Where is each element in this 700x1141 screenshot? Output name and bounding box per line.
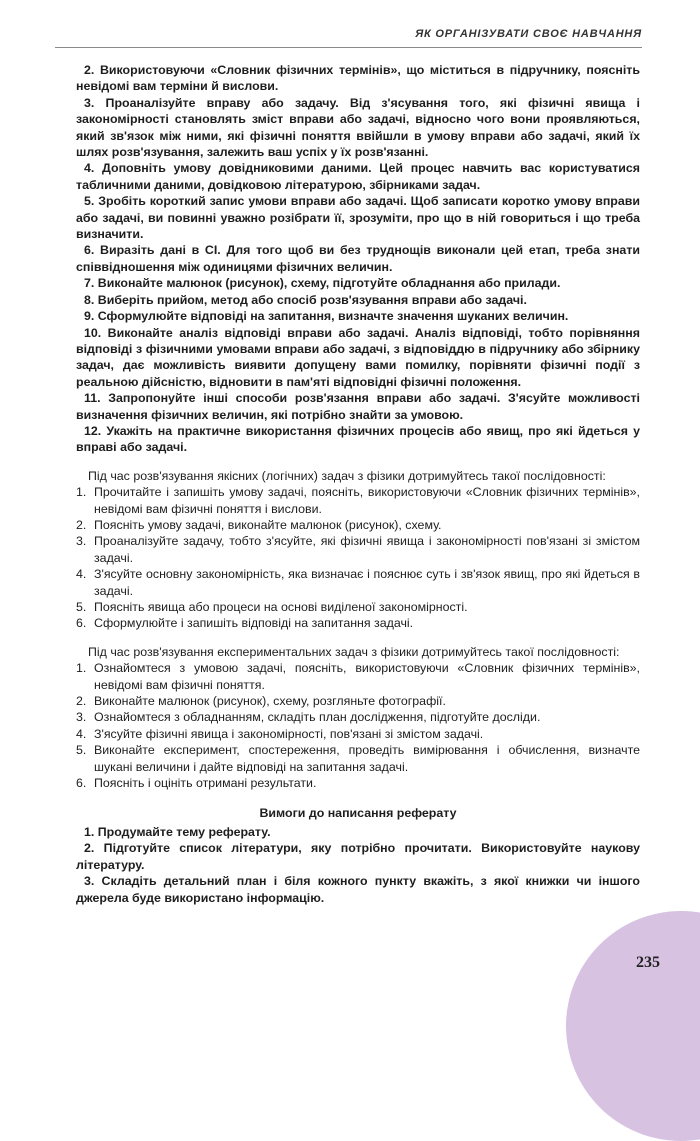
page-content xyxy=(76,62,640,906)
list-item: 5. Виконайте експеримент, спостереження, проведіть вимірювання і обчислення, визначте шукані величини і дайте відповіді на запитання задачі. xyxy=(76,743,640,774)
list-item: 3. Проаналізуйте задачу, тобто з'ясуйте, які фізичні явища і закономірності пов'язані зі змістом задачі. xyxy=(76,534,640,565)
list-item: 4. З'ясуйте основну закономірність, яка визначає і пояснює суть і зв'язок явищ, про які йдеться в задачі. xyxy=(76,567,640,598)
list-item: 4. З'ясуйте фізичні явища і закономірності, пов'язані зі змістом задачі. xyxy=(76,726,484,741)
experimental-intro: Під час розв'язування експериментальних задач з фізики дотримуйтесь такої послідовності: xyxy=(88,644,620,659)
step-paragraph: 2. Використовуючи «Словник фізичних термінів», що міститься в підручнику, поясніть невідомі вам терміни й вислови. xyxy=(76,63,640,94)
step-paragraph: 6. Виразіть дані в СІ. Для того щоб ви без труднощів виконали цей етап, треба знати співвідношення між одиницями фізичних величин. xyxy=(76,243,640,274)
list-item: 6. Сформулюйте і запишіть відповіді на запитання задачі. xyxy=(76,616,414,631)
page-number: 235 xyxy=(636,954,660,971)
step-paragraph: 9. Сформулюйте відповіді на запитання, визначте значення шуканих величин. xyxy=(84,309,569,324)
step-paragraph: 8. Виберіть прийом, метод або спосіб розв'язування вправи або задачі. xyxy=(84,292,527,307)
report-item: 1. Продумайте тему реферату. xyxy=(84,824,271,839)
qualitative-steps xyxy=(76,484,640,632)
step-paragraph: 10. Виконайте аналіз відповіді вправи або задачі. Аналіз відповіді, тобто порівняння відповіді з фізичними умовами вправи або задачі, з відповіддю в підручнику або збірнику задач, дає можливість виявити допущену вами помилку, порівняти фізичні події з реальною дійсністю, відновити в пам'яті відповідні фізичні положення. xyxy=(76,325,640,389)
corner-decoration xyxy=(566,911,700,1141)
list-item: 1. Прочитайте і запишіть умову задачі, поясніть, використовуючи «Словник фізичних термінів», невідомі вам фізичні поняття і вислови. xyxy=(76,485,640,516)
step-paragraph: 11. Запропонуйте інші способи розв'язання вправи або задачі. З'ясуйте можливості визначення фізичних величин, які потрібно знайти за умовою. xyxy=(76,391,640,422)
list-item: 5. Поясніть явища або процеси на основі виділеної закономірності. xyxy=(76,600,468,614)
list-item: 2. Поясніть умову задачі, виконайте малюнок (рисунок), схему. xyxy=(76,517,442,532)
list-item: 2. Виконайте малюнок (рисунок), схему, розгляньте фотографії. xyxy=(76,694,446,709)
report-section-title: Вимоги до написання реферату xyxy=(259,806,457,821)
step-paragraph: 5. Зробіть короткий запис умови вправи або задачі. Щоб записати коротко умову вправи або задачі, ви повинні уважно розібрати її, зрозуміти, про що в ній говориться і що треба визначити. xyxy=(76,194,640,242)
step-paragraph: 7. Виконайте малюнок (рисунок), схему, підготуйте обладнання або прилади. xyxy=(84,276,561,291)
experimental-steps xyxy=(76,660,640,791)
list-item: 6. Поясніть і оцініть отримані результати. xyxy=(76,776,317,791)
qualitative-intro: Під час розв'язування якісних (логічних) задач з фізики дотримуйтесь такої послідовності: xyxy=(88,468,606,483)
step-paragraph: 4. Доповніть умову довідниковими даними. Цей процес навчить вас користуватися табличними даними, довідковою літературою, збірниками задач. xyxy=(76,161,640,192)
step-paragraph: 12. Укажіть на практичне використання фізичних процесів або явищ, про які йдеться у вправі або задачі. xyxy=(76,423,640,455)
list-item: 3. Ознайомтеся з обладнанням, складіть план дослідження, підготуйте досліди. xyxy=(76,710,541,725)
step-paragraph: 3. Проаналізуйте вправу або задачу. Від з'ясування того, які фізичні явища і закономірності становлять зміст вправи або задачі, відносно чого вони проявляються, який зв'язок між ними, які фізичні поняття ввійшли в умову вправи або задачі, який їх шлях розв'язування, залежить ваш успіх у їх розв'язанні. xyxy=(76,95,640,160)
list-item: 1. Ознайомтеся з умовою задачі, поясніть, використовуючи «Словник фізичних термінів», невідомі вам фізичні поняття. xyxy=(76,661,640,692)
header-rule xyxy=(55,47,642,48)
report-item: 2. Підготуйте список літератури, яку потрібно прочитати. Використовуйте наукову літературу. xyxy=(76,841,640,872)
running-header: ЯК ОРГАНІЗУВАТИ СВОЄ НАВЧАННЯ xyxy=(415,28,642,40)
report-item: 3. Складіть детальний план і біля кожного пункту вкажіть, з якої книжки чи іншого джерела буде використано інформацію. xyxy=(76,874,640,905)
